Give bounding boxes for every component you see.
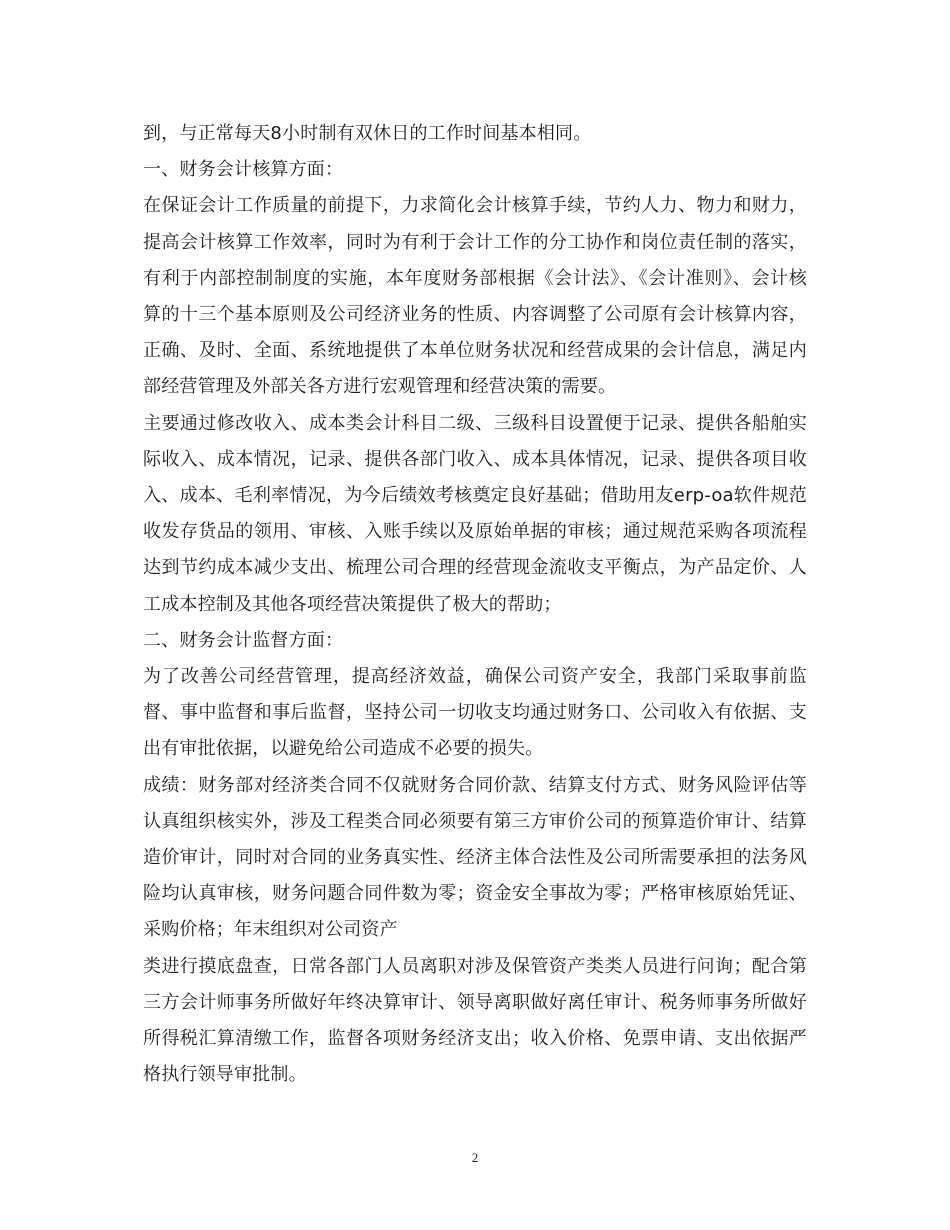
section-heading-accounting: 一、财务会计核算方面： <box>143 159 344 181</box>
paragraph-achievements: 成绩：财务部对经济类合同不仅就财务合同价款、结算支付方式、财务风险评估等认真组织核实外，涉及工程类合同必须要有第三方审价公司的预算造价审计、结算造价审计，同时对合同的业务真实性、经济主体合法性及公司所需要承担的法务风险均认真审核，财务问题合同件数为零；资金安全事故为零；严格审核原始凭证、采购价格；年末组织对公司资产 <box>143 774 807 941</box>
paragraph-asset-inventory: 类进行摸底盘查，日常各部门人员离职对涉及保管资产类类人员进行问询；配合第三方会计师事务所做好年终决算审计、领导离职做好离任审计、税务师事务所做好所得税汇算清缴工作，监督各项财务经济支出；收入价格、免票申请、支出依据严格执行领导审批制。 <box>143 955 807 1086</box>
paragraph-continuation: 到，与正常每天8小时制有双休日的工作时间基本相同。 <box>143 123 592 144</box>
paragraph-accounting-details: 主要通过修改收入、成本类会计科目二级、三级科目设置便于记录、提供各船舶实际收入、成本情况，记录、提供各部门收入、成本具体情况，记录、提供各项目收入、成本、毛利率情况，为今后绩效考核奠定良好基础；借助用友erp-oa软件规范收发存货品的领用、审核、入账手续以及原始单据的审核；通过规范采购各项流程达到节约成本减少支出、梳理公司合理的经营现金流收支平衡点，为产品定价、人工成本控制及其他各项经营决策提供了极大的帮助； <box>143 412 807 615</box>
section-heading-supervision: 二、财务会计监督方面： <box>143 629 344 651</box>
paragraph-supervision-overview: 为了改善公司经营管理，提高经济效益，确保公司资产安全，我部门采取事前监督、事中监督和事后监督，坚持公司一切收支均通过财务口、公司收入有依据、支出有审批依据，以避免给公司造成不必要的损失。 <box>143 666 807 760</box>
document-body <box>143 116 807 1093</box>
page-number: 2 <box>471 1150 479 1165</box>
paragraph-accounting-overview: 在保证会计工作质量的前提下，力求简化会计核算手续，节约人力、物力和财力，提高会计核算工作效率，同时为有利于会计工作的分工协作和岗位责任制的落实，有利于内部控制制度的实施，本年度财务部根据《会计法》、《会计准则》、会计核算的十三个基本原则及公司经济业务的性质、内容调整了公司原有会计核算内容，正确、及时、全面、系统地提供了本单位财务状况和经营成果的会计信息，满足内部经营管理及外部关各方进行宏观管理和经营决策的需要。 <box>143 195 807 398</box>
